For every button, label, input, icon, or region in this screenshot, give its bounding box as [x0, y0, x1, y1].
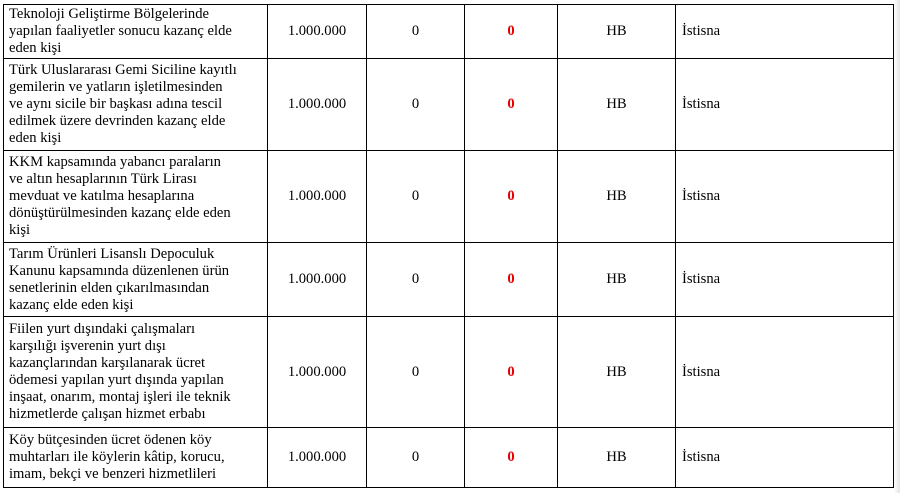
red-value-cell: 0 — [465, 59, 558, 151]
red-value-cell: 0 — [465, 428, 558, 488]
description-cell — [4, 5, 268, 59]
status-cell: İstisna — [676, 5, 894, 59]
exemption-table — [3, 4, 894, 488]
zero-value-cell: 0 — [367, 5, 465, 59]
description-line: hizmetlerde çalışan hizmet erbabı — [9, 406, 206, 422]
status-cell: İstisna — [676, 428, 894, 488]
code-cell: HB — [558, 317, 676, 428]
code-cell: HB — [558, 5, 676, 59]
red-value-cell: 0 — [465, 5, 558, 59]
status-cell: İstisna — [676, 59, 894, 151]
description-line: senetlerinin elden çıkarılmasından — [9, 279, 210, 296]
table-row — [4, 5, 894, 59]
red-value-cell: 0 — [465, 243, 558, 317]
description-line: Türk Uluslararası Gemi Siciline kayıtlı — [9, 62, 237, 78]
code-cell: HB — [558, 151, 676, 243]
description-cell — [4, 151, 268, 243]
amount-cell: 1.000.000 — [268, 59, 367, 151]
zero-value-cell: 0 — [367, 59, 465, 151]
description-line: mevduat ve katılma hesaplarına — [9, 188, 195, 204]
description-line: ve altın hesaplarının Türk Lirası — [9, 171, 197, 187]
code-cell: HB — [558, 428, 676, 488]
description-line: kişi — [9, 222, 31, 238]
description-line: KKM kapsamında yabancı paraların — [9, 154, 221, 170]
description-line: kazanç elde eden kişi — [9, 296, 134, 313]
description-line: gemilerin ve yatların işletilmesinden — [9, 79, 223, 95]
zero-value-cell: 0 — [367, 317, 465, 428]
status-cell: İstisna — [676, 151, 894, 243]
table-row — [4, 428, 894, 488]
table-row — [4, 243, 894, 317]
zero-value-cell: 0 — [367, 243, 465, 317]
page-edge-shadow — [894, 0, 900, 493]
description-line: yapılan faaliyetler sonucu kazanç elde — [9, 23, 232, 39]
description-line: karşılığı işverenin yurt dışı — [9, 338, 166, 354]
description-line: Fiilen yurt dışındaki çalışmaları — [9, 321, 196, 337]
table-row — [4, 317, 894, 428]
zero-value-cell: 0 — [367, 428, 465, 488]
amount-cell: 1.000.000 — [268, 317, 367, 428]
amount-cell: 1.000.000 — [268, 428, 367, 488]
description-line: kazançlarından karşılanarak ücret — [9, 355, 206, 371]
table-row — [4, 59, 894, 151]
table-row — [4, 151, 894, 243]
status-cell: İstisna — [676, 243, 894, 317]
description-line: edilmek üzere devrinden kazanç elde — [9, 113, 226, 129]
red-value-cell: 0 — [465, 151, 558, 243]
description-cell — [4, 317, 268, 428]
amount-cell: 1.000.000 — [268, 5, 367, 59]
amount-cell: 1.000.000 — [268, 151, 367, 243]
description-cell — [4, 428, 268, 488]
description-line: imam, bekçi ve benzeri hizmetlileri — [9, 466, 217, 482]
description-line: Tarım Ürünleri Lisanslı Depoculuk — [9, 245, 215, 262]
description-line: eden kişi — [9, 40, 62, 56]
code-cell: HB — [558, 59, 676, 151]
code-cell: HB — [558, 243, 676, 317]
status-cell: İstisna — [676, 317, 894, 428]
amount-cell: 1.000.000 — [268, 243, 367, 317]
description-line: Kanunu kapsamında düzenlenen ürün — [9, 262, 230, 279]
zero-value-cell: 0 — [367, 151, 465, 243]
red-value-cell: 0 — [465, 317, 558, 428]
description-line: muhtarları ile köylerin kâtip, korucu, — [9, 449, 225, 465]
description-line: dönüştürülmesinden kazanç elde eden — [9, 205, 231, 221]
description-line: ve aynı sicile bir başkası adına tescil — [9, 96, 223, 112]
description-line: Köy bütçesinden ücret ödenen köy — [9, 432, 212, 448]
description-cell — [4, 243, 268, 317]
description-line: eden kişi — [9, 130, 62, 146]
description-line: inşaat, onarım, montaj işleri ile teknik — [9, 389, 231, 405]
description-line: Teknoloji Geliştirme Bölgelerinde — [9, 6, 210, 22]
description-cell — [4, 59, 268, 151]
description-line: ödemesi yapılan yurt dışında yapılan — [9, 372, 224, 388]
